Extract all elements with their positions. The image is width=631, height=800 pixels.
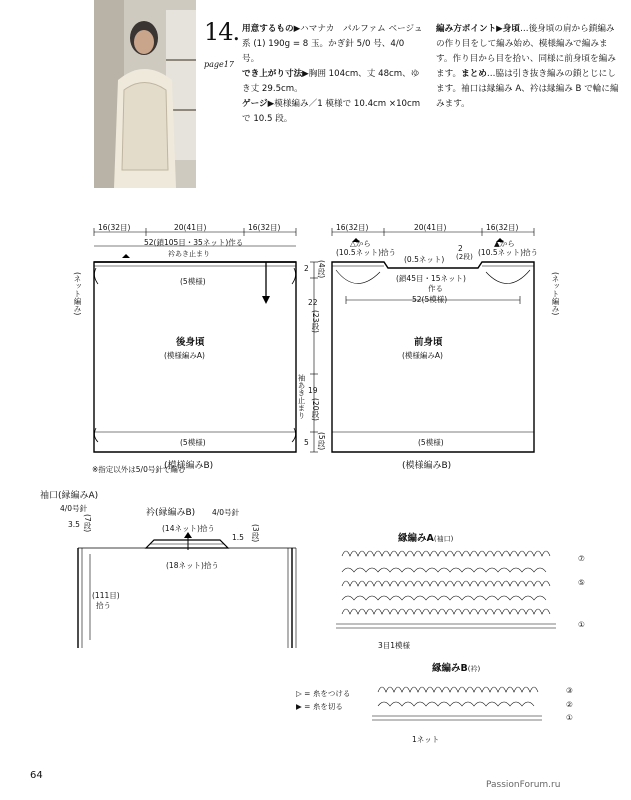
chart-b-row2: ② — [566, 700, 573, 709]
cuff-pick: 拾う — [96, 601, 111, 610]
chart-a-title — [398, 530, 453, 544]
page-reference: page17 — [204, 60, 234, 69]
chart-a-subtitle: (袖口) — [433, 535, 454, 543]
front-net-stitch: (ネット編み) — [551, 272, 560, 316]
chart-b-row3: ③ — [566, 686, 573, 695]
watermark: PassionForum.ru — [486, 780, 561, 790]
armhole-stop: 袖あき止まり — [297, 374, 306, 419]
page-number: 64 — [30, 770, 43, 781]
front-two-rows: (2段) — [456, 253, 473, 261]
front-two: 2 — [458, 244, 463, 253]
cuff-height: 3.5 — [68, 520, 80, 529]
chart-b-title-text: 縁編みB — [432, 663, 468, 674]
materials-title: 用意するもの▶ — [242, 24, 301, 34]
pattern-number: 14. — [204, 18, 240, 46]
collar-top: (14ネット)拾う — [162, 524, 215, 533]
chart-a-row5: ⑤ — [578, 578, 585, 587]
cuff-title: 袖口(縁編みA) — [40, 491, 99, 501]
materials-body: ハマナカ パルファム ベージュ系 (1) 190g = 8 玉。かぎ針 5/0 号、4/0 号。 — [242, 24, 423, 64]
back-subtitle: (模様編みA) — [164, 351, 205, 360]
finishing-title: まとめ — [461, 69, 487, 79]
collar-bottom: (18ネット)拾う — [166, 561, 219, 570]
cuff-height-rows: (7段) — [83, 514, 92, 533]
needle-note: ※指定以外は5/0号針で編む — [92, 465, 186, 474]
instructions-title: 編み方ポイント▶ — [436, 24, 503, 34]
chart-b-title — [432, 660, 480, 674]
front-half-net: (0.5ネット) — [404, 255, 445, 264]
back-five-patterns-bottom: (5模様) — [180, 438, 206, 447]
front-pick-left: (10.5ネット)拾う — [336, 248, 397, 257]
body-instructions: …後身頃の肩から鎖編みの作り目をして編み始め、模様編みで編みます。作り目から目を拾い、同様に前身頃を編みます。 — [436, 24, 616, 79]
chart-b-repeat: 1ネット — [412, 735, 440, 744]
front-cast-on: (鎖45目・15ネット) — [396, 274, 466, 283]
dim-5: 5 — [304, 438, 309, 447]
back-net-stitch: (ネット編み) — [73, 272, 82, 316]
collar-title: 衿(縁編みB) — [146, 508, 196, 518]
front-title: 前身頃 — [414, 337, 443, 348]
legend-attach: ▷ = 糸をつける — [296, 689, 351, 698]
back-width-mid: 20(41目) — [174, 223, 207, 232]
dim-22-rows: (23段) — [311, 310, 320, 333]
back-five-patterns-top: (5模様) — [180, 277, 206, 286]
back-width-right: 16(32目) — [248, 223, 281, 232]
back-cast-on: 52(鎖105目・35ネット)作る — [144, 238, 244, 247]
front-five-patterns-bottom: (5模様) — [418, 438, 444, 447]
back-width-left: 16(32目) — [98, 223, 131, 232]
back-title: 後身頃 — [176, 337, 205, 348]
chart-b-row1: ① — [566, 713, 573, 722]
back-border: (模様編みB) — [164, 461, 214, 471]
chart-a-symbols — [342, 551, 550, 614]
dim-2-rows: (4段) — [317, 260, 326, 279]
back-neck-opening: 衿あき止まり — [168, 250, 210, 258]
dim-22: 22 — [308, 298, 318, 307]
size-title: でき上がり寸法▶ — [242, 69, 309, 79]
collar-height-rows: (3段) — [251, 524, 260, 543]
front-width-mid: 20(41目) — [414, 223, 447, 232]
front-52: 52(5模様) — [412, 295, 448, 304]
chart-a-title-text: 縁編みA — [398, 533, 434, 544]
collar-needle: 4/0号針 — [212, 508, 240, 517]
gauge-title: ゲージ▶ — [242, 99, 275, 109]
chart-a-row1: ① — [578, 620, 585, 629]
cuff-count: (111目) — [92, 591, 120, 600]
collar-height: 1.5 — [232, 533, 244, 542]
dim-5-rows: (5段) — [317, 432, 326, 451]
size-body: 胸囲 104cm、丈 48cm、ゆき丈 29.5cm。 — [242, 69, 420, 94]
front-from-left: △から — [350, 239, 371, 248]
gauge-body: 模様編み／1 模様で 10.4cm ×10cm で 10.5 段。 — [242, 99, 421, 124]
cuff-needle: 4/0号針 — [60, 504, 88, 513]
chart-b-symbols — [378, 687, 538, 706]
dim-19-rows: (20段) — [311, 398, 320, 421]
front-make: 作る — [428, 284, 443, 293]
legend-cut: ▶ = 糸を切る — [296, 702, 343, 711]
front-from-right: ▲から — [494, 239, 515, 248]
front-pick-right: (10.5ネット)拾う — [478, 248, 539, 257]
body-title: 身頃 — [502, 24, 520, 34]
front-width-right: 16(32目) — [486, 223, 519, 232]
chart-b-subtitle: (衿) — [467, 665, 481, 673]
chart-a-row7: ⑦ — [578, 554, 585, 563]
dim-19: 19 — [308, 386, 318, 395]
front-subtitle: (模様編みA) — [402, 351, 443, 360]
front-border: (模様編みB) — [402, 461, 452, 471]
dim-2: 2 — [304, 264, 309, 273]
chart-a-repeat: 3目1模様 — [378, 641, 411, 650]
finishing-instructions: …脇は引き抜き編みの鎖とじにします。袖口は縁編み A、衿は縁編み B で輪に編みます。 — [436, 69, 619, 109]
front-width-left: 16(32目) — [336, 223, 369, 232]
